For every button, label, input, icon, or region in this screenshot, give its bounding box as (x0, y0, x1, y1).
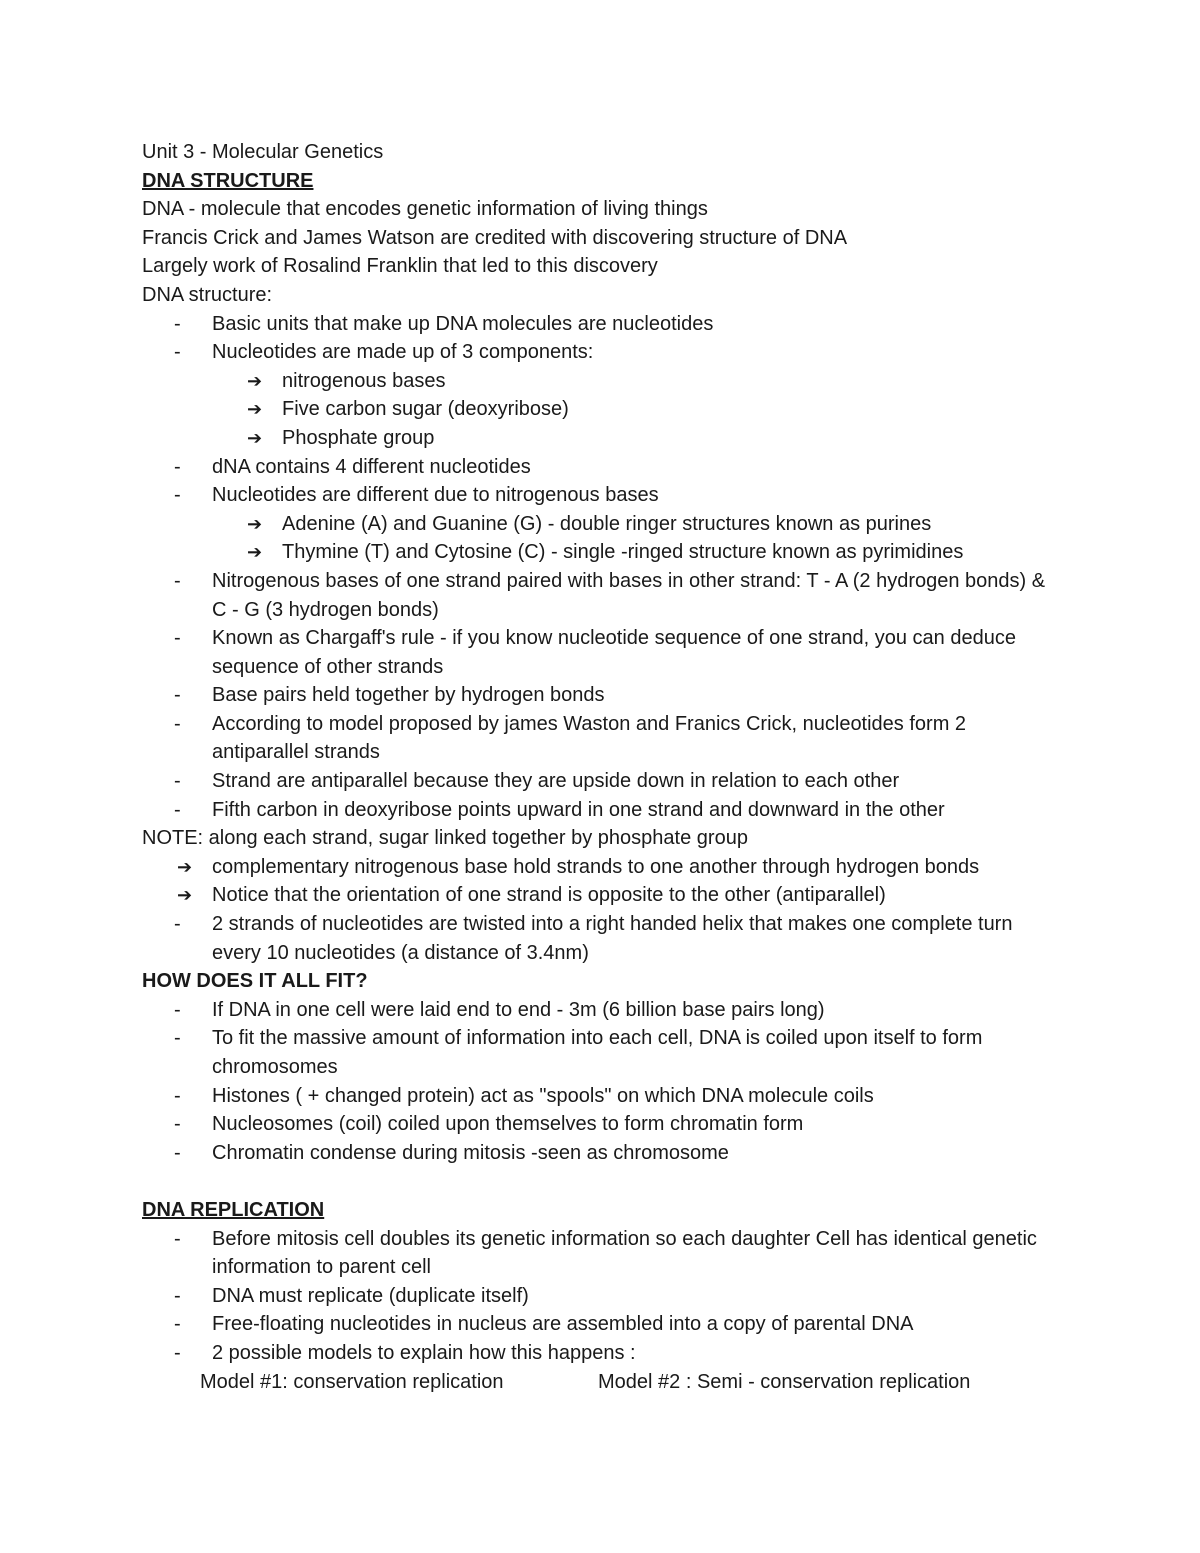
bullet-text: Nucleotides are made up of 3 components: (212, 341, 594, 364)
bullet-item (142, 996, 1062, 1025)
dna-structure-heading: DNA STRUCTURE (142, 169, 314, 192)
bullet-text: Known as Chargaff's rule - if you know nucleotide sequence of one strand, you can deduce sequence of other strands (212, 627, 1016, 678)
sub-bullet-item (142, 424, 1062, 453)
intro-line: Francis Crick and James Watson are credited with discovering structure of DNA (142, 226, 848, 249)
model-2-label: Model #2 : Semi - conservation replication (598, 1370, 971, 1393)
note-line: NOTE: along each strand, sugar linked together by phosphate group (142, 827, 748, 850)
model-1-label: Model #1: conservation replication (200, 1370, 504, 1393)
bullet-item (142, 1024, 1062, 1081)
bullet-text: To fit the massive amount of information into each cell, DNA is coiled upon itself to form chromosomes (212, 1027, 983, 1078)
bullet-item (142, 481, 1062, 510)
bullet-item (142, 1139, 1062, 1168)
sub-bullet-text: Adenine (A) and Guanine (G) - double ringer structures known as purines (282, 512, 932, 535)
dash-marker: - (174, 913, 181, 936)
dash-marker: - (174, 798, 181, 821)
bullet-item (142, 1282, 1062, 1311)
bullet-text: According to model proposed by james Waston and Franics Crick, nucleotides form 2 antiparallel strands (212, 712, 967, 764)
dash-marker: - (174, 341, 181, 364)
arrow-icon: ➔ (247, 370, 263, 391)
intro-line: Largely work of Rosalind Franklin that led to this discovery (142, 255, 658, 278)
dna-replication-heading: DNA REPLICATION (142, 1198, 325, 1221)
bullet-text: Histones ( + changed protein) act as "spools" on which DNA molecule coils (212, 1084, 874, 1107)
dash-marker: - (174, 569, 181, 592)
dash-marker: - (174, 684, 181, 707)
bullet-item (142, 624, 1062, 681)
note-arrow-text: Notice that the orientation of one strand is opposite to the other (antiparallel) (212, 884, 886, 907)
blank-line (142, 1167, 1062, 1196)
dash-marker: - (174, 1313, 181, 1336)
document-title: Unit 3 - Molecular Genetics (142, 141, 384, 163)
sub-bullet-text: Phosphate group (282, 426, 435, 449)
sub-bullet-text: nitrogenous bases (282, 369, 446, 392)
dash-marker: - (174, 484, 181, 507)
document-page (142, 138, 1062, 1396)
bullet-item (142, 710, 1062, 767)
bullet-text: 2 possible models to explain how this happens : (212, 1341, 636, 1364)
arrow-icon: ➔ (247, 513, 263, 534)
bullet-item (142, 1110, 1062, 1139)
dash-marker: - (174, 1341, 181, 1364)
bullet-text: DNA must replicate (duplicate itself) (212, 1284, 529, 1307)
sub-bullet-item (142, 367, 1062, 396)
bullet-text: Nucleosomes (coil) coiled upon themselves to form chromatin form (212, 1113, 804, 1136)
dash-marker: - (174, 770, 181, 793)
models-row (142, 1368, 1062, 1397)
dash-marker: - (174, 455, 181, 478)
arrow-icon: ➔ (247, 399, 263, 420)
bullet-text: Base pairs held together by hydrogen bonds (212, 684, 605, 707)
bullet-text: Nucleotides are different due to nitrogenous bases (212, 484, 659, 507)
sub-bullet-item (142, 538, 1062, 567)
bullet-item (142, 796, 1062, 825)
bullet-text: dNA contains 4 different nucleotides (212, 455, 531, 478)
note-arrow-text: complementary nitrogenous base hold strands to one another through hydrogen bonds (212, 855, 980, 878)
dash-marker: - (174, 1113, 181, 1136)
dash-marker: - (174, 1084, 181, 1107)
bullet-text: Fifth carbon in deoxyribose points upward in one strand and downward in the other (212, 798, 945, 821)
bullet-item (142, 767, 1062, 796)
sub-bullet-item (142, 395, 1062, 424)
dash-marker: - (174, 1027, 181, 1050)
bullet-text: Before mitosis cell doubles its genetic information so each daughter Cell has identical genetic information to parent cell (212, 1227, 1037, 1279)
bullet-item (142, 1082, 1062, 1111)
arrow-icon: ➔ (177, 885, 193, 906)
bullet-item (142, 681, 1062, 710)
bullet-item (142, 453, 1062, 482)
note-arrow-item (142, 881, 1062, 910)
bullet-item (142, 310, 1062, 339)
bullet-text: Strand are antiparallel because they are upside down in relation to each other (212, 770, 900, 793)
intro-line: DNA - molecule that encodes genetic information of living things (142, 198, 708, 221)
intro-line: DNA structure: (142, 283, 273, 306)
bullet-text: 2 strands of nucleotides are twisted into a right handed helix that makes one complete turn every 10 nucleotides (a distance of 3.4nm) (212, 913, 1013, 964)
bullet-text: Chromatin condense during mitosis -seen as chromosome (212, 1141, 729, 1164)
bullet-item (142, 910, 1062, 967)
dash-marker: - (174, 1284, 181, 1307)
arrow-icon: ➔ (247, 427, 263, 448)
dash-marker: - (174, 312, 181, 335)
fit-heading: HOW DOES IT ALL FIT? (142, 970, 368, 993)
bullet-text: Free-floating nucleotides in nucleus are assembled into a copy of parental DNA (212, 1313, 914, 1336)
bullet-text: Basic units that make up DNA molecules are nucleotides (212, 312, 714, 335)
dash-marker: - (174, 712, 181, 735)
sub-bullet-text: Thymine (T) and Cytosine (C) - single -ringed structure known as pyrimidines (282, 541, 964, 564)
bullet-item (142, 1339, 1062, 1368)
dash-marker: - (174, 627, 181, 650)
dash-marker: - (174, 1141, 181, 1164)
arrow-icon: ➔ (247, 542, 263, 563)
bullet-text: If DNA in one cell were laid end to end - 3m (6 billion base pairs long) (212, 998, 825, 1021)
bullet-item (142, 1225, 1062, 1282)
arrow-icon: ➔ (177, 856, 193, 877)
dash-marker: - (174, 1227, 181, 1250)
note-arrow-item (142, 853, 1062, 882)
dash-marker: - (174, 998, 181, 1021)
bullet-item (142, 1310, 1062, 1339)
bullet-item (142, 567, 1062, 624)
bullet-text: Nitrogenous bases of one strand paired with bases in other strand: T - A (2 hydrogen bonds) & C - G (3 hydrogen bonds) (212, 569, 1046, 621)
sub-bullet-item (142, 510, 1062, 539)
sub-bullet-text: Five carbon sugar (deoxyribose) (282, 398, 569, 421)
bullet-item (142, 338, 1062, 367)
